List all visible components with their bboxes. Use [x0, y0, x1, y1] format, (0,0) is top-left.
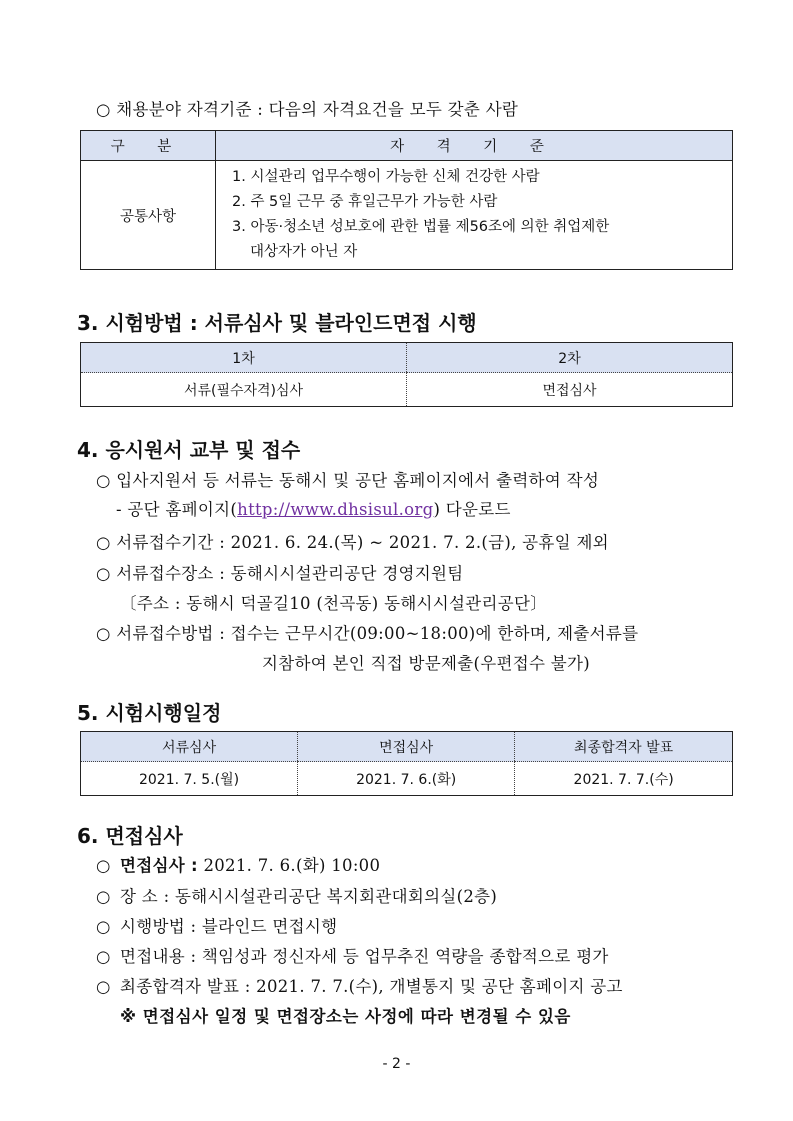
interview-datetime-line [96, 852, 380, 876]
criteria-row-label: 공통사항 [81, 161, 216, 270]
bullet-circle: ○ [96, 856, 111, 875]
submission-method-line-2: 지참하여 본인 직접 방문제출(우편접수 불가) [262, 654, 590, 673]
criteria-table [80, 130, 733, 270]
exam-stage-header: 1차 [81, 343, 407, 373]
criteria-header-criteria: 자 격 기 준 [216, 131, 733, 161]
exam-stage-header: 2차 [407, 343, 733, 373]
criteria-item: 3. 아동·청소년 성보호에 관한 법률 제56조에 의한 취업제한 [232, 219, 610, 235]
criteria-header-category: 구 분 [81, 131, 216, 161]
interview-label: 면접심사 : [120, 856, 198, 875]
address-line: 〔주소 : 동해시 덕골길10 (천곡동) 동해시시설관리공단〕 [120, 594, 548, 613]
criteria-items [216, 161, 733, 270]
criteria-item: 2. 주 5일 근무 중 휴일근무가 가능한 사람 [232, 194, 498, 210]
criteria-item: 1. 시설관리 업무수행이 가능한 신체 건강한 사람 [232, 169, 540, 185]
interview-datetime: 2021. 7. 6.(화) 10:00 [203, 856, 381, 875]
interview-venue-line [96, 883, 497, 907]
schedule-header: 최종합격자 발표 [515, 732, 733, 762]
schedule-date: 2021. 7. 7.(수) [515, 762, 733, 796]
bullet-circle: ○ [96, 887, 111, 906]
schedule-header: 서류심사 [81, 732, 298, 762]
submission-place-line: ○ 서류접수장소 : 동해시시설관리공단 경영지원팀 [96, 564, 464, 583]
section5-heading: 5. 시험시행일정 [77, 701, 222, 725]
homepage-link[interactable]: http://www.dhsisul.org [237, 500, 434, 519]
interview-venue: 장 소 : 동해시시설관리공단 복지회관대회의실(2층) [120, 887, 498, 906]
change-notice: ※ 면접심사 일정 및 면접장소는 사정에 따라 변경될 수 있음 [120, 1007, 571, 1026]
bullet-circle: ○ [96, 917, 111, 936]
exam-stage-value: 서류(필수자격)심사 [183, 382, 304, 399]
interview-content: 면접내용 : 책임성과 정신자세 등 업무추진 역량을 종합적으로 평가 [120, 947, 609, 966]
interview-method: 시행방법 : 블라인드 면접시행 [120, 917, 338, 936]
interview-method-line [96, 913, 337, 937]
exam-method-table [80, 342, 733, 407]
submission-period-line: ○ 서류접수기간 : 2021. 6. 24.(목) ~ 2021. 7. 2.(금), 공휴일 제외 [96, 533, 609, 552]
page-number: - 2 - [382, 1056, 411, 1072]
homepage-suffix: ) 다운로드 [433, 500, 511, 519]
application-form-line: ○ 입사지원서 등 서류는 동해시 및 공단 홈페이지에서 출력하여 작성 [96, 471, 600, 490]
schedule-header: 면접심사 [298, 732, 515, 762]
section6-heading: 6. 면접심사 [77, 824, 183, 848]
schedule-table [80, 731, 733, 796]
submission-method-line: ○ 서류접수방법 : 접수는 근무시간(09:00~18:00)에 한하며, 제출서류를 [96, 624, 639, 643]
interview-content-line [96, 943, 609, 967]
homepage-prefix: - 공단 홈페이지( [116, 500, 238, 519]
exam-stage-value: 면접심사 [407, 373, 733, 407]
schedule-date: 2021. 7. 5.(월) [138, 771, 240, 788]
bullet-circle: ○ [96, 977, 111, 996]
schedule-date: 2021. 7. 6.(화) [298, 762, 515, 796]
criteria-intro: ○ 채용분야 자격기준 : 다음의 자격요건을 모두 갖춘 사람 [96, 100, 519, 119]
homepage-line [116, 496, 511, 520]
final-announcement: 최종합격자 발표 : 2021. 7. 7.(수), 개별통지 및 공단 홈페이지 공고 [120, 977, 623, 996]
section3-heading: 3. 시험방법 : 서류심사 및 블라인드면접 시행 [77, 311, 477, 335]
criteria-item: 대상자가 아닌 자 [250, 244, 358, 260]
section4-heading: 4. 응시원서 교부 및 접수 [77, 438, 301, 462]
bullet-circle: ○ [96, 947, 111, 966]
final-announcement-line [96, 973, 623, 997]
